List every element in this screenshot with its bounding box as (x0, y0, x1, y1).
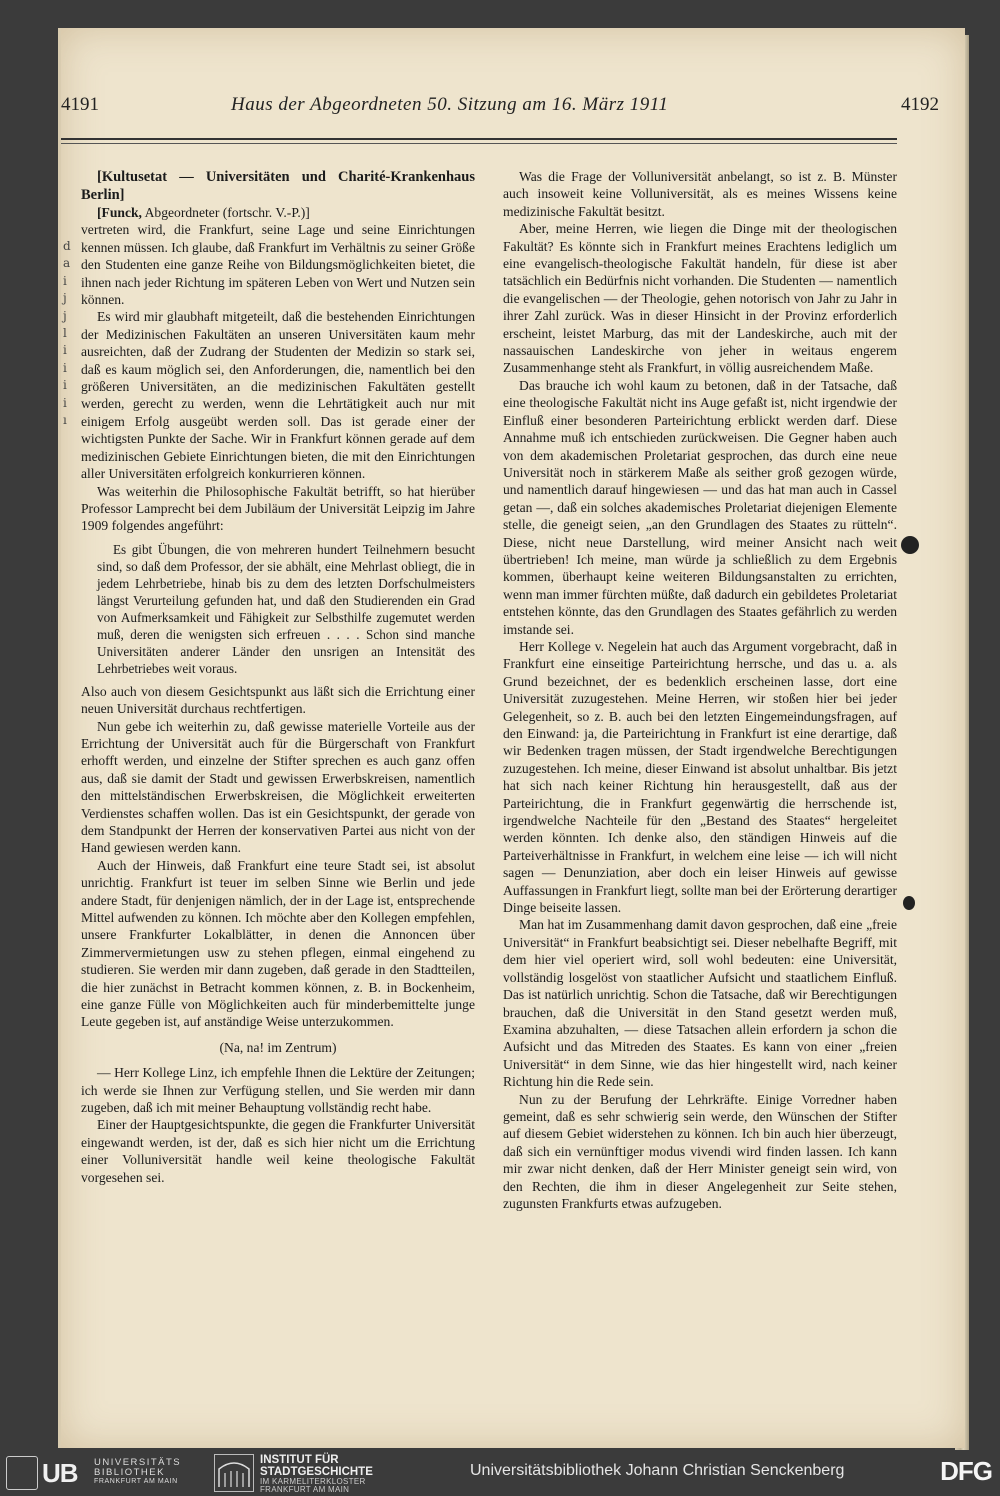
library-name[interactable]: Universitätsbibliothek Johann Christian Senckenberg (470, 1462, 845, 1479)
binding-hole (901, 536, 919, 554)
isg-line: FRANKFURT AM MAIN (260, 1485, 350, 1494)
paragraph: Was weiterhin die Philosophische Fakultät betrifft, so hat hierüber Professor Lamprecht bei dem Jubiläum der Universität Leipzig im Jahre 1909 folgendes angeführt: (81, 483, 475, 534)
binding-hole (903, 896, 915, 910)
speaker-name: [Funck, (97, 205, 142, 220)
paragraph: vertreten wird, die Frankfurt, seine Lage und seine Einrichtungen kennen müssen. Ich glaube, daß Frankfurt im Verhältnis zu seiner Größe den Studenten eine ganze Reihe von Bildungsmöglichkeiten bietet, die ihnen nach jeder Richtung im späteren Leben von Wert und Nutzen sein können. (81, 222, 475, 308)
running-title: Haus der Abgeordneten 50. Sitzung am 16. März 1911 (231, 94, 669, 115)
section-heading: [Kultusetat — Universitäten und Charité-Krankenhaus Berlin] (81, 169, 475, 203)
page-number-left: 4191 (61, 94, 99, 115)
paragraph: Man hat im Zusammenhang damit davon gesprochen, daß eine „freie Universität“ in Frankfurt beabsichtigt sei. Dieser nebelhafte Begriff, mit dem hier viel operiert wird, soll wohl bedeuten: eine Universität, vollständig losgelöst von staatlicher Aufsicht und staatlichem Einfluß. Das ist natürlich unrichtig. Schon die Tatsache, daß wir Berechtigungen brauchen, daß die Universität in den Stand gesetzt werden muß, Examina abzuhalten, — diese Tatsachen allein erfordern ja schon die Aufsicht und das Mitreden des Staates. Es kann von einer „freien Universität“ in dem Sinne, wie das hier hingestellt wird, nach keiner Richtung hin die Rede sein. (503, 917, 897, 1090)
building-icon (214, 1454, 254, 1492)
ub-text (94, 1458, 181, 1487)
paragraph: Aber, meine Herren, wie liegen die Dinge mit der theologischen Fakultät? Es könnte sich in Frankfurt meines Erachtens lediglich um eine evangelisch-theologische Fakultät handeln, für diese ist aber tatsächlich ein Bedürfnis nicht vorhanden. Die Studenten — namentlich die evangelischen — der Theologie, gehen notorisch von Jahr zu Jahr in ihrer Zahl zurück. Was in dieser Hinsicht in der Provinz erforderlich erscheint, leistet Marburg, das mit der Landeskirche, auch mit der nassauischen Landeskirche von jeher in weitaus engerem Zusammenhange steht als Frankfurt, in völlig ausreichendem Maße. (503, 221, 897, 376)
document-page (58, 28, 965, 1448)
paragraph: Herr Kollege v. Negelein hat auch das Argument vorgebracht, daß in Frankfurt eine einseitige Parteirichtung herrsche, und das u. a. als Grund bezeichnet, der es bedenklich erscheinen lasse, dort eine Universität zuzugestehen. Meine Herren, wir stoßen hier bei jeder Gelegenheit, so z. B. auch bei den letzten Eingemeindungsfragen, auf den Einwand: ja, die Parteirichtung in Frankfurt ist eine derartige, daß wir Bedenken tragen müssen, der Stadt irgendwelche Berechtigungen zuzugestehen. Ich meine, dieser Einwand ist absolut unhaltbar. Bis jetzt hat sich nach keiner Richtung hin herausgestellt, daß aus der Parteirichtung, die in Frankfurt gegenwärtig die herrschende ist, irgendwelche Nachteile für den „Bestand des Staates“ hergeleitet werden könnten. Ich denke also, den ständigen Hinweis auf die Parteiverhältnisse in Frankfurt, in welchem eine leise — ich will nicht sagen — Denunziation, aber doch ein leiser Hinweis auf gewisse Auffassungen in Frankfurt liegt, sollte man bei der Erörterung derartiger Dinge beiseite lassen. (503, 638, 897, 916)
ub-line: BIBLIOTHEK (94, 1466, 165, 1478)
paragraph: Nun gebe ich weiterhin zu, daß gewisse materielle Vorteile aus der Errichtung der Universität auch für die Bürgerschaft von Frankfurt erhofft werden, und einzelne der Stifter sprechen es auch ganz offen aus, daß sie damit der Stadt und gewissen Erwerbskreisen, namentlich den mittelständischen Erwerbskreisen, die Möglichkeit erweiterten Verdienstes schaffen wollen. Das ist ein Gesichtspunkt, der gerade von dem Standpunkt der Herren der konservativen Partei aus nicht von der Hand gewiesen werden kann. (81, 718, 475, 856)
ub-logo[interactable] (6, 1456, 206, 1488)
right-column (503, 168, 897, 1212)
ub-line: FRANKFURT AM MAIN (94, 1478, 178, 1485)
paragraph: Das brauche ich wohl kaum zu betonen, daß in der Tatsache, daß eine theologische Fakultät nicht ins Auge gefaßt ist, nicht irgendwie der Einfluß einer besonderen Parteirichtung erblickt werden darf. Diese Annahme muß ich entschieden zurückweisen. Die Gegner haben auch von dem akademischen Proletariat gesprochen, das durch eine neue Universität noch in stärkerem Maße als seither groß gezogen würde, und namentlich darauf hingewiesen — und das hat man auch in Cassel getan —, daß ein solches akademisches Proletariat diejenigen Elemente stelle, die geneigt seien, „an den Grundlagen des Staates zu rütteln“. Diese, nicht neue Darstellung, wird meiner Ansicht nach weit übertrieben! Ich meine, man würde ja schließlich zu dem Ergebnis kommen, überhaupt keine weiteren Bildungsanstalten zu errichten, wenn man immer fürchten müßte, daß dadurch ein gebildetes Proletariat entstehen könnte, das den Grundlagen des Staates gefährlich zu werden imstande sei. (503, 377, 897, 637)
paragraph: Nun zu der Berufung der Lehrkräfte. Einige Vorredner haben gemeint, daß es sehr schwierig sein werde, den Wünschen der Stifter auf diesem Gebiet widerstehen zu können. Ich bin auch hier überzeugt, daß sich ein vernünftiger modus vivendi wird finden lassen. Ich kann mir zwar nicht denken, daß der Herr Minister geneigt sein wird, von den Rechten, die ihm in dieser Angelegenheit zur Seite stehen, zugunsten Frankfurts etwas aufzugeben. (503, 1091, 897, 1211)
isg-line: STADTGESCHICHTE (260, 1466, 373, 1478)
paragraph: — Herr Kollege Linz, ich empfehle Ihnen die Lektüre der Zeitungen; ich werde sie Ihnen zur Verfügung stellen, und Sie werden mir dann zugeben, daß ich mit meiner Behauptung vollständig recht habe. (81, 1065, 475, 1116)
left-column (81, 168, 475, 1186)
margin-marks: d a i j j l i i i i ı (63, 239, 71, 428)
isg-line: INSTITUT FÜR (260, 1454, 339, 1466)
dfg-logo[interactable]: DFG (940, 1456, 992, 1486)
interjection: (Na, na! im Zentrum) (219, 1039, 337, 1055)
viewer-footer (0, 1450, 1000, 1493)
paragraph: Also auch von diesem Gesichtspunkt aus läßt sich die Errichtung einer neuen Universität durchaus rechtfertigen. (81, 683, 475, 717)
isg-line: IM KARMELITERKLOSTER (260, 1477, 366, 1486)
ub-mark: UB (42, 1458, 78, 1488)
paragraph: Es wird mir glaubhaft mitgeteilt, daß die bestehenden Einrichtungen der Medizinischen Fakultäten an unseren Universitäten kaum mehr ausreichten, daß der Zudrang der Studenten der Medizin so stark sei, daß es kaum möglich sei, den Anforderungen, die, namentlich bei den größeren Universitäten, an die medizinischen Fakultäten gestellt werden, gerecht zu werden, wenn die Lehrtätigkeit auch nur mit einigem Erfolg ausgeübt werden soll. Das ist gerade einer der wichtigsten Punkte der Sache. Wir in Frankfurt können gerade auf dem medizinischen Gebiete Einrichtungen bieten, die mit den Einrichtungen aller Universitäten erfolgreich konkurrieren können. (81, 309, 475, 482)
paragraph: Einer der Hauptgesichtspunkte, die gegen die Frankfurter Universität eingewandt werden, ist der, daß es sich hier nicht um die Errichtung einer Volluniversität handle weil keine theologische Fakultät vorgesehen sei. (81, 1117, 475, 1185)
paragraph: Was die Frage der Volluniversität anbelangt, so ist z. B. Münster auch insoweit keine Volluniversität, als es meines Wissens keine medizinische Fakultät besitzt. (503, 169, 897, 219)
paragraph: Auch der Hinweis, daß Frankfurt eine teure Stadt sei, ist absolut unrichtig. Frankfurt ist teuer im selben Sinne wie Berlin und jede andere Stadt, für denjenigen nämlich, der in der Lage ist, entsprechende Mittel aufwenden zu können. Ich möchte aber den Kollegen empfehlen, unsere Frankfurter Lokalblätter, in denen die Annoncen über Zimmervermietungen usw zu stehen pflegen, einmal eingehend zu studieren. Sie werden mir dann zugeben, daß gerade in den Stadtteilen, die hier zunächst in Betracht kommen können, z. B. in Bockenheim, eine ganze Fülle von Möglichkeiten auch für minderbemittelte junge Leute gegeben ist, auf anständige Weise unterzukommen. (81, 857, 475, 1030)
seal-icon (6, 1456, 38, 1490)
page-number-right: 4192 (901, 94, 939, 115)
building-icon-graphic (215, 1455, 253, 1491)
header-rule (61, 138, 897, 140)
quotation: Es gibt Übungen, die von mehreren hundert Teilnehmern besucht sind, so daß dem Professor, der sie abhält, eine Mehrlast obliegt, die in jedem Lehrbetriebe, hinab bis zu dem des letzten Dorfschulmeisters längst Verurteilung gefunden hat, und daß den Studierenden ein Grad von Aufmerksamkeit und Fähigkeit zur Selbsthilfe zugemutet werden muß, deren die wenigsten sich erfreuen . . . . Schon sind manche Universitäten anderer Länder den unsrigen an Intensität des Lehrbetriebes weit voraus. (97, 541, 475, 676)
isg-title (260, 1454, 373, 1478)
header-rule-thin (61, 143, 897, 144)
speaker-line (81, 204, 475, 221)
speaker-role: Abgeordneter (fortschr. V.-P.)] (144, 205, 310, 220)
isg-subtitle (260, 1478, 366, 1494)
page-header (61, 90, 965, 124)
ub-line: UNIVERSITÄTS (94, 1457, 182, 1468)
isg-logo[interactable] (214, 1454, 414, 1494)
